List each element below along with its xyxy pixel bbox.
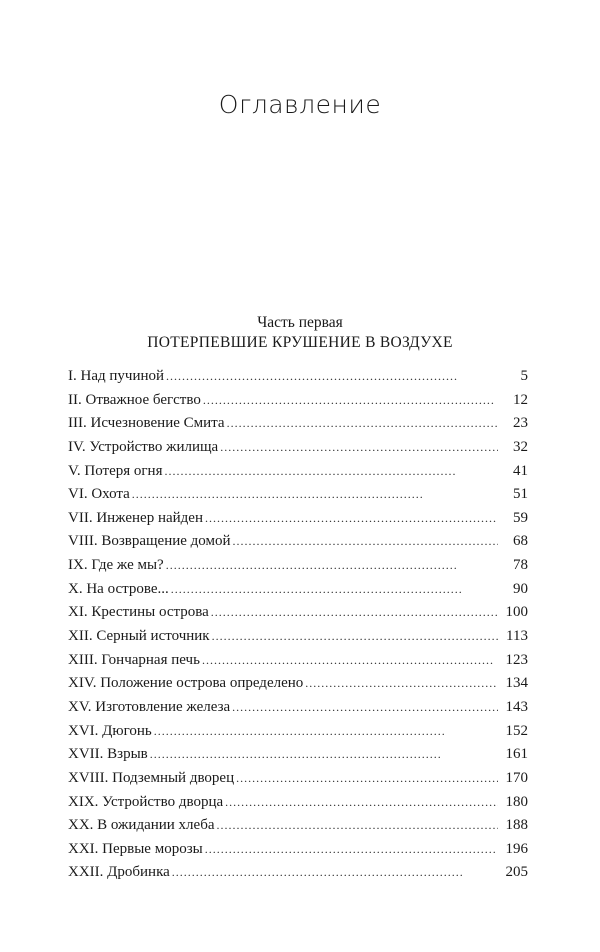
dot-leader xyxy=(164,461,498,481)
dot-leader xyxy=(211,602,498,622)
toc-entry-page: 152 xyxy=(505,722,528,739)
toc-entry-title: IX. Где же мы? xyxy=(68,557,164,574)
toc-entry-title: XVI. Дюгонь xyxy=(68,722,152,739)
toc-entry[interactable] xyxy=(68,815,528,839)
dot-leader xyxy=(150,744,498,764)
toc-entry-page: 205 xyxy=(505,864,528,881)
dot-leader xyxy=(232,697,498,717)
toc-entry-page: 113 xyxy=(506,628,528,645)
dot-leader xyxy=(220,437,498,457)
toc-entry-title: VII. Инженер найден xyxy=(68,509,203,526)
toc-entry[interactable] xyxy=(68,839,528,863)
dot-leader xyxy=(202,650,498,670)
toc-entry-page: 161 xyxy=(505,746,528,763)
toc-entry-page: 90 xyxy=(513,580,528,597)
dot-leader xyxy=(166,555,498,575)
toc-entry-page: 12 xyxy=(513,391,528,408)
toc-entry[interactable] xyxy=(68,697,528,721)
dot-leader xyxy=(217,815,499,835)
toc-entry-page: 143 xyxy=(505,698,528,715)
toc-entry-page: 188 xyxy=(505,817,528,834)
toc-entry-page: 41 xyxy=(513,462,528,479)
toc-entry-page: 32 xyxy=(513,438,528,455)
toc-entry[interactable] xyxy=(68,579,528,603)
toc-entry[interactable] xyxy=(68,626,528,650)
toc-entry-title: XXI. Первые морозы xyxy=(68,840,203,857)
toc-entry[interactable] xyxy=(68,768,528,792)
part-name: ПОТЕРПЕВШИЕ КРУШЕНИЕ В ВОЗДУХЕ xyxy=(147,334,453,351)
toc-entry-title: XVIII. Подземный дворец xyxy=(68,769,235,786)
toc-entry[interactable] xyxy=(68,555,528,579)
dot-leader xyxy=(233,531,498,551)
dot-leader xyxy=(166,366,498,386)
toc-entry-title: VIII. Возвращение домой xyxy=(68,533,231,550)
toc-entry-page: 5 xyxy=(520,368,528,384)
toc-entry[interactable] xyxy=(68,484,528,508)
toc-entry-title: III. Исчезновение Смита xyxy=(68,415,225,432)
toc-entry-page: 196 xyxy=(505,840,528,857)
toc-entry-page: 134 xyxy=(505,675,528,692)
toc-entry[interactable] xyxy=(68,673,528,697)
toc-entry-page: 123 xyxy=(505,651,528,668)
part-label: Часть первая xyxy=(257,314,343,331)
toc-entry[interactable] xyxy=(68,508,528,532)
toc-entry-page: 59 xyxy=(513,509,528,526)
dot-leader xyxy=(132,484,498,504)
toc-entry-title: XX. В ожидании хлеба xyxy=(68,817,215,834)
toc-entry-title: X. На острове... xyxy=(68,580,169,597)
toc-entry-page: 180 xyxy=(505,793,528,810)
toc-entry-title: I. Над пучиной xyxy=(68,368,165,384)
toc-entry-title: IV. Устройство жилища xyxy=(68,438,219,455)
toc-entry-title: XXII. Дробинка xyxy=(68,864,170,881)
toc-entry[interactable] xyxy=(68,792,528,816)
toc-entry-title: XIX. Устройство дворца xyxy=(68,793,224,810)
toc-entry[interactable] xyxy=(68,437,528,461)
toc-entry-page: 100 xyxy=(505,604,528,621)
toc-entry-title: XI. Крестины острова xyxy=(68,604,209,621)
toc-entry[interactable] xyxy=(68,862,528,886)
toc-entry-title: V. Потеря огня xyxy=(68,462,163,479)
toc-entry-title: XIII. Гончарная печь xyxy=(68,651,200,668)
toc-entry-page: 51 xyxy=(513,486,528,503)
dot-leader xyxy=(205,508,498,528)
toc-entry-title: XVII. Взрыв xyxy=(68,746,148,763)
dot-leader xyxy=(203,390,498,410)
dot-leader xyxy=(236,768,498,788)
toc-entry-page: 170 xyxy=(505,769,528,786)
toc-entry-page: 23 xyxy=(513,415,528,432)
toc-entry[interactable] xyxy=(68,413,528,437)
dot-leader xyxy=(212,626,498,646)
toc-entry-title: XIV. Положение острова определено xyxy=(68,675,304,692)
toc-entry[interactable] xyxy=(68,366,528,390)
toc-entry-title: XII. Серный источник xyxy=(68,628,210,645)
dot-leader xyxy=(227,413,498,433)
page-title: Оглавление xyxy=(218,90,382,119)
toc-entry-page: 68 xyxy=(513,533,528,550)
table-of-contents xyxy=(68,366,528,886)
toc-entry-title: VI. Охота xyxy=(68,486,130,503)
toc-entry[interactable] xyxy=(68,461,528,485)
toc-entry[interactable] xyxy=(68,721,528,745)
dot-leader xyxy=(172,862,498,882)
dot-leader xyxy=(171,579,498,599)
toc-entry-title: XV. Изготовление железа xyxy=(68,698,231,715)
dot-leader xyxy=(305,673,498,693)
toc-entry[interactable] xyxy=(68,602,528,626)
dot-leader xyxy=(225,792,498,812)
toc-entry-page: 78 xyxy=(513,557,528,574)
dot-leader xyxy=(205,839,498,859)
toc-entry[interactable] xyxy=(68,744,528,768)
toc-entry[interactable] xyxy=(68,531,528,555)
toc-entry-title: II. Отважное бегство xyxy=(68,391,201,408)
dot-leader xyxy=(154,721,498,741)
toc-entry[interactable] xyxy=(68,390,528,414)
toc-entry[interactable] xyxy=(68,650,528,674)
